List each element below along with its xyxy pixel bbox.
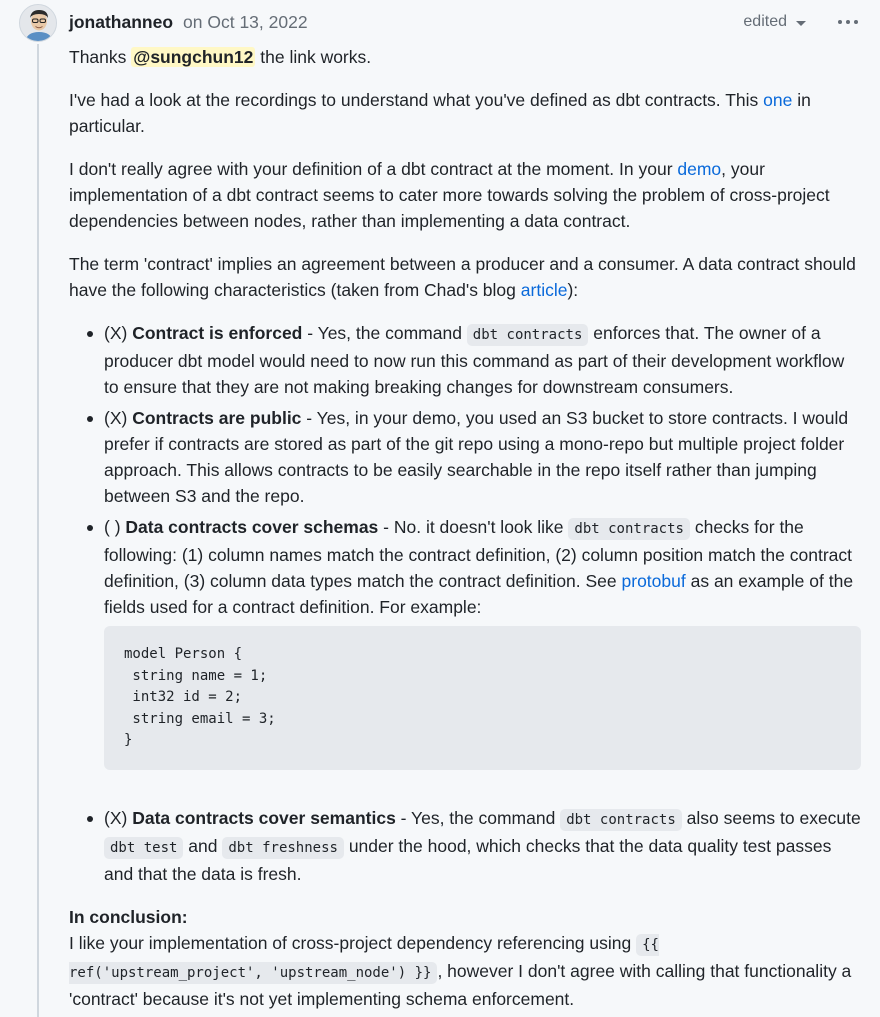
comment-header [69, 9, 860, 35]
code-block[interactable]: model Person { string name = 1; int32 id = 2; string email = 3; } [104, 626, 861, 770]
inline-code: dbt contracts [568, 518, 690, 540]
edit-history-button[interactable] [743, 9, 806, 35]
characteristics-list [69, 320, 861, 887]
author-link[interactable]: jonathanneo [69, 12, 174, 32]
edited-label: edited [743, 13, 787, 30]
paragraph-recordings: I've had a look at the recordings to understand what you've defined as dbt contracts. This one in particular. [69, 90, 811, 136]
inline-code: {{ ref('upstream_project', 'upstream_node') }} [69, 934, 659, 984]
list-item: ( ) Data contracts cover schemas - No. it doesn't look like dbt contracts checks for the following: (1) column names match the contract definition, (2) column position match the contract definition, (3) column data types match the contract definition. See protobuf as an example of the fields used for a contract definition. For example: model Person { string name = 1; int32 id = 2; string email = 3; } [69, 514, 861, 770]
list-item: (X) Data contracts cover semantics - Yes, the command dbt contracts also seems to execute dbt test and dbt freshness under the hood, which checks that the data quality test passes and that the data is fresh. [69, 805, 861, 887]
list-item: (X) Contracts are public - Yes, in your demo, you used an S3 bucket to store contracts. I would prefer if contracts are stored as part of the git repo using a mono-repo but multiple project folder approach. This allows contracts to be easily searchable in the repo itself rather than jumping between S3 and the repo. [69, 405, 861, 509]
chevron-down-icon [796, 21, 806, 26]
comment-date-link[interactable]: on Oct 13, 2022 [183, 12, 308, 32]
inline-code: dbt contracts [560, 809, 682, 831]
avatar[interactable] [19, 4, 57, 42]
paragraph-definition: I don't really agree with your definition of a dbt contract at the moment. In your demo, your implementation of a dbt contract seems to cater more towards solving the problem of cross-project dependencies between nodes, rather than implementing a data contract. [69, 159, 830, 231]
list-item: (X) Contract is enforced - Yes, the command dbt contracts enforces that. The owner of a producer dbt model would need to now run this command as part of their development workflow to ensure that they are not making breaking changes for downstream consumers. [69, 320, 861, 400]
paragraph-thanks: Thanks @sungchun12 the link works. [69, 47, 372, 67]
inline-code: dbt freshness [222, 837, 344, 859]
timeline-line [37, 44, 39, 1017]
user-mention[interactable]: @sungchun12 [133, 47, 254, 67]
recording-link[interactable]: one [763, 90, 793, 110]
inline-code: dbt contracts [467, 324, 589, 346]
comment-body [69, 44, 861, 1017]
inline-code: dbt test [104, 837, 183, 859]
demo-link[interactable]: demo [677, 159, 722, 179]
protobuf-link[interactable]: protobuf [621, 571, 686, 591]
avatar-image [20, 5, 57, 42]
paragraph-conclusion: I like your implementation of cross-project dependency referencing using {{ ref('upstream_project', 'upstream_node') }} , however I don't agree with calling that functionality a 'contract' because it's not yet implementing schema enforcement. [69, 932, 852, 1009]
more-options-icon[interactable] [836, 16, 860, 28]
paragraph-contract-term: The term 'contract' implies an agreement between a producer and a consumer. A data contract should have the following characteristics (taken from Chad's blog article): [69, 254, 856, 300]
conclusion-heading: In conclusion: [69, 906, 188, 927]
article-link[interactable]: article [520, 280, 568, 300]
